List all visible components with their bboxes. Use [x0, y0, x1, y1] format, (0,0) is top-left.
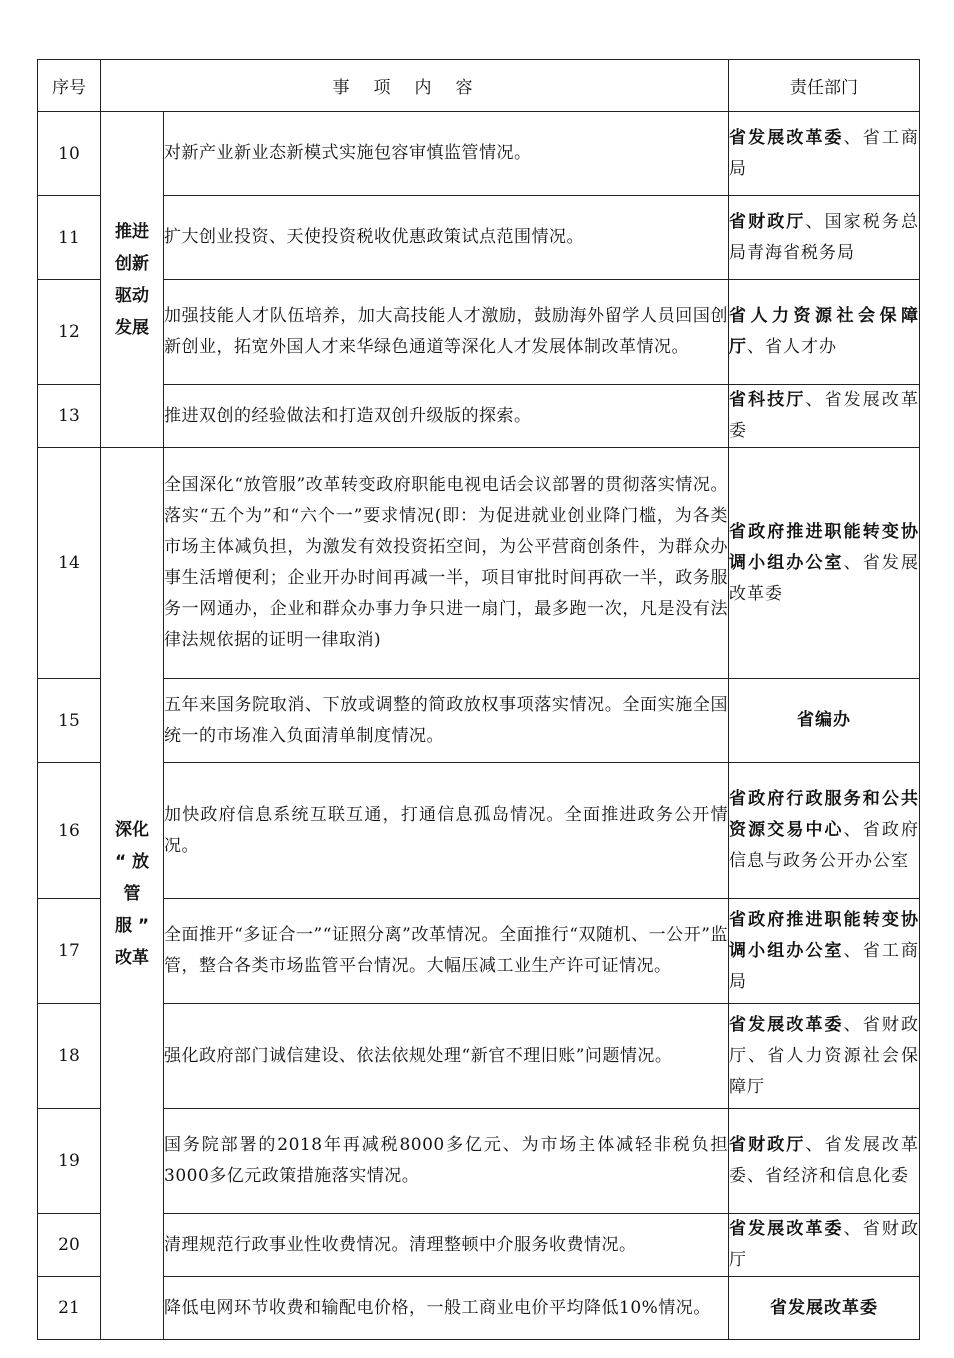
header-content: 事项内容	[101, 60, 729, 112]
row-dept	[729, 385, 920, 448]
row-num: 19	[38, 1109, 101, 1214]
row-dept	[729, 112, 920, 196]
dept-lead: 省财政厅	[729, 1135, 806, 1155]
table-row	[38, 899, 920, 1004]
row-content: 清理规范行政事业性收费情况。清理整顿中介服务收费情况。	[164, 1214, 729, 1277]
dept-lead: 省发展改革委	[729, 127, 844, 148]
row-num: 15	[38, 679, 101, 763]
dept-lead: 省发展改革委	[729, 1219, 844, 1239]
dept-others: 、省发展改革委	[729, 390, 920, 441]
category-line: 深化	[115, 819, 149, 840]
row-content: 推进双创的经验做法和打造双创升级版的探索。	[164, 385, 729, 448]
row-num: 11	[38, 196, 101, 280]
row-dept	[729, 280, 920, 385]
dept-lead: 省科技厅	[729, 390, 806, 410]
dept-others: 、省财政厅、省人力资源社会保障厅	[729, 1014, 920, 1097]
table-row	[38, 679, 920, 763]
row-num: 17	[38, 899, 101, 1004]
row-dept	[729, 448, 920, 679]
category-line: “ 放	[114, 851, 150, 872]
dept-others: 、省发展改革委	[729, 552, 920, 604]
table-row	[38, 763, 920, 899]
dept-lead: 省政府行政服务和公共资源交易中心	[729, 789, 919, 840]
table-row	[38, 1214, 920, 1277]
row-content: 扩大创业投资、天使投资税收优惠政策试点范围情况。	[164, 196, 729, 280]
row-dept	[729, 1004, 920, 1109]
dept-lead: 省编办	[797, 710, 851, 730]
dept-lead: 省财政厅	[729, 211, 806, 232]
row-content: 全国深化“放管服”改革转变政府职能电视电话会议部署的贯彻落实情况。落实“五个为”和“六个一”要求情况(即：为促进就业创业降门槛，为各类市场主体减负担，为激发有效投资拓空间，为公平营商创条件，为群众办事生活增便利；企业开办时间再减一半，项目审批时间再砍一半，政务服务一网通办，企业和群众办事力争只进一扇门，最多跑一次，凡是没有法律法规依据的证明一律取消)	[164, 448, 729, 679]
row-dept	[729, 763, 920, 899]
dept-lead: 省政府推进职能转变协调小组办公室	[729, 521, 919, 573]
row-num: 21	[38, 1277, 101, 1340]
category-line: 服 ”	[114, 915, 150, 936]
dept-others: 、省工商局	[729, 127, 920, 179]
row-content: 国务院部署的2018年再减税8000多亿元、为市场主体减轻非税负担3000多亿元政策措施落实情况。	[164, 1109, 729, 1214]
table-row	[38, 196, 920, 280]
table-row	[38, 385, 920, 448]
row-content: 加强技能人才队伍培养，加大高技能人才激励，鼓励海外留学人员回国创新创业，拓宽外国人才来华绿色通道等深化人才发展体制改革情况。	[164, 280, 729, 385]
header-dept: 责任部门	[729, 60, 920, 112]
table-row	[38, 1109, 920, 1214]
category-fangguanfu	[101, 448, 164, 1340]
row-dept	[729, 1277, 920, 1340]
row-num: 20	[38, 1214, 101, 1277]
row-content: 降低电网环节收费和输配电价格，一般工商业电价平均降低10%情况。	[164, 1277, 729, 1340]
row-dept	[729, 1109, 920, 1214]
dept-others: 、省工商局	[729, 940, 920, 992]
category-line: 发展	[115, 317, 149, 338]
category-innovation	[101, 112, 164, 448]
header-num: 序号	[38, 60, 101, 112]
dept-lead: 省政府推进职能转变协调小组办公室	[729, 909, 919, 961]
table-row	[38, 280, 920, 385]
row-content: 全面推开“多证合一”“证照分离”改革情况。全面推行“双随机、一公开”监管，整合各类市场监管平台情况。大幅压减工业生产许可证情况。	[164, 899, 729, 1004]
row-content: 加快政府信息系统互联互通，打通信息孤岛情况。全面推进政务公开情况。	[164, 763, 729, 899]
dept-others: 、省政府信息与政务公开办公室	[729, 820, 920, 871]
header-row	[38, 60, 920, 112]
dept-others: 、省发展改革委、省经济和信息化委	[729, 1135, 920, 1186]
row-content: 五年来国务院取消、下放或调整的简政放权事项落实情况。全面实施全国统一的市场准入负面清单制度情况。	[164, 679, 729, 763]
category-line: 管	[123, 883, 141, 904]
category-line: 创新	[115, 253, 149, 274]
dept-lead: 省发展改革委	[729, 1014, 844, 1035]
category-line: 推进	[115, 221, 149, 242]
row-dept	[729, 196, 920, 280]
category-line: 驱动	[115, 285, 149, 306]
row-num: 18	[38, 1004, 101, 1109]
dept-others: 、省财政厅	[729, 1219, 920, 1270]
table-row	[38, 448, 920, 679]
task-table	[37, 59, 920, 1340]
row-num: 12	[38, 280, 101, 385]
dept-others: 、国家税务总局青海省税务局	[729, 211, 920, 263]
row-dept	[729, 1214, 920, 1277]
row-dept	[729, 679, 920, 763]
row-content: 对新产业新业态新模式实施包容审慎监管情况。	[164, 112, 729, 196]
row-dept	[729, 899, 920, 1004]
dept-others: 、省人才办	[747, 337, 837, 357]
table-row	[38, 112, 920, 196]
category-line: 改革	[115, 947, 149, 968]
dept-lead: 省人力资源社会保障厅	[729, 306, 919, 357]
row-num: 10	[38, 112, 101, 196]
row-num: 14	[38, 448, 101, 679]
row-num: 13	[38, 385, 101, 448]
table-row	[38, 1277, 920, 1340]
dept-lead: 省发展改革委	[770, 1297, 878, 1318]
row-num: 16	[38, 763, 101, 899]
row-content: 强化政府部门诚信建设、依法依规处理“新官不理旧账”问题情况。	[164, 1004, 729, 1109]
table-row	[38, 1004, 920, 1109]
